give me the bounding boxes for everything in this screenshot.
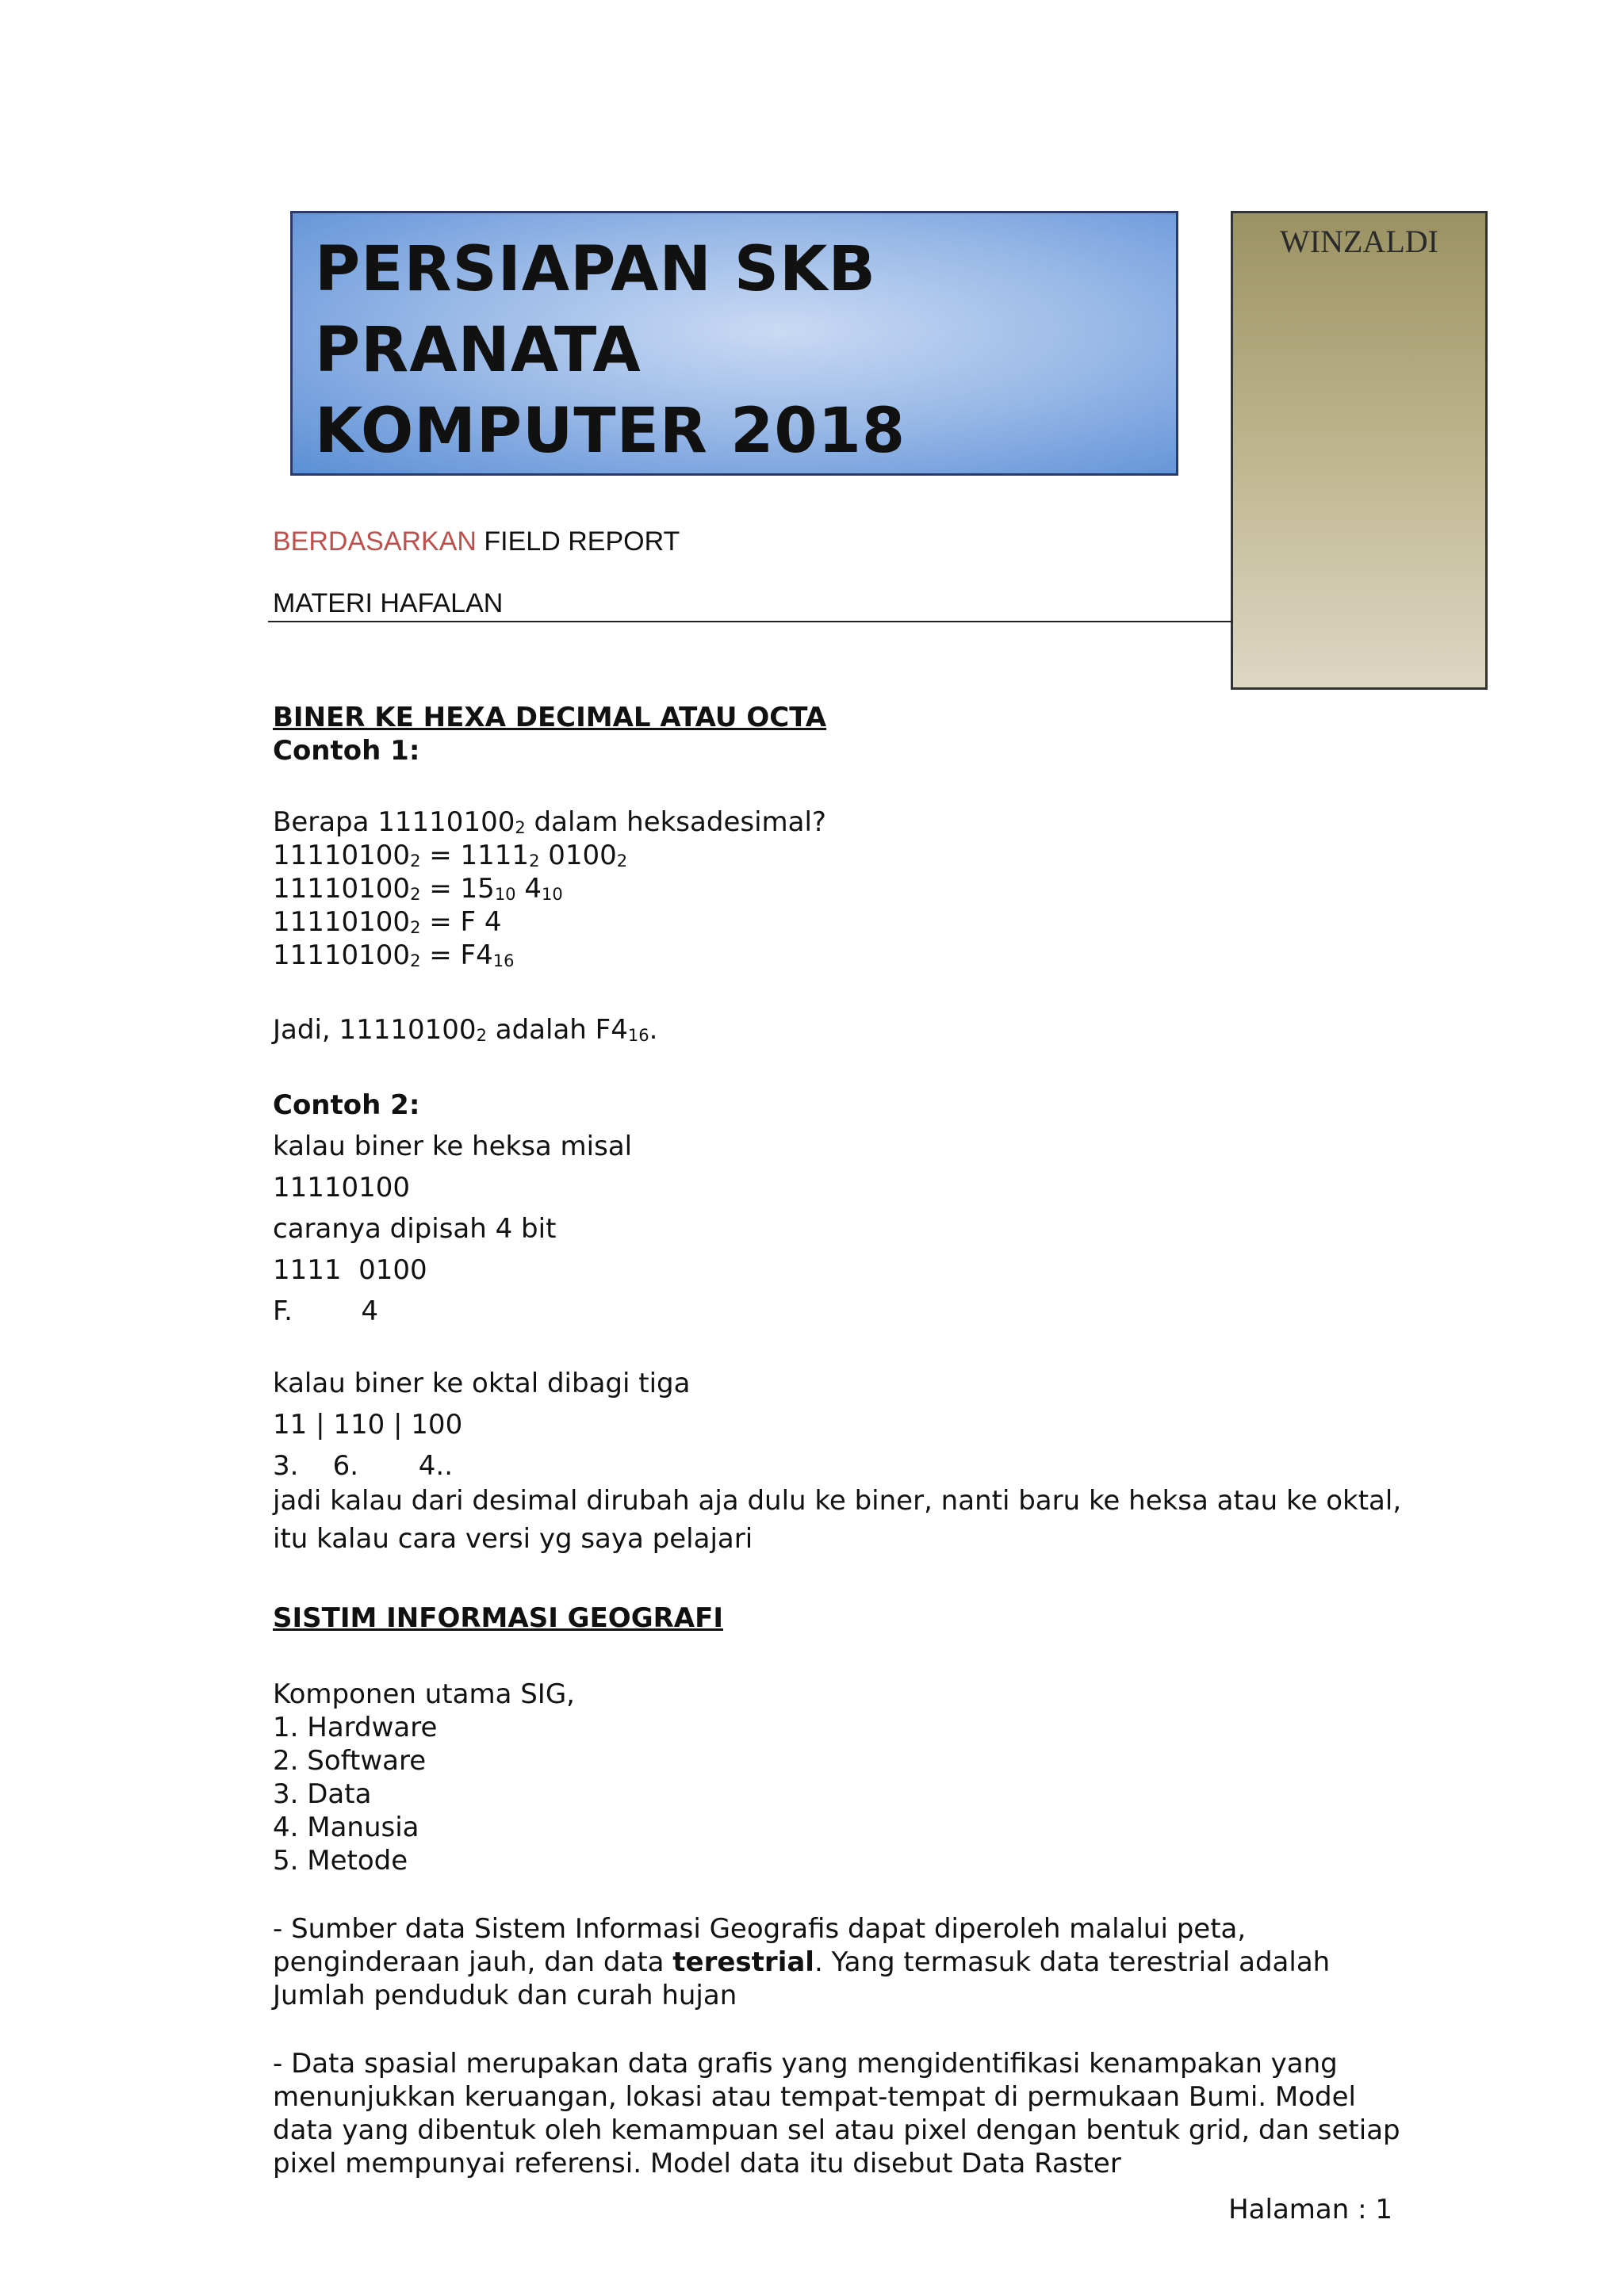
oct-line: 3. 6. 4.. <box>273 1450 454 1482</box>
berdasarkan-label: BERDASARKAN <box>273 526 477 557</box>
oct-line: 11 | 110 | 100 <box>273 1409 463 1441</box>
c2-line: caranya dipisah 4 bit <box>273 1213 557 1245</box>
author-sidebar <box>1231 211 1488 690</box>
equation-1: $11110100_2 = 1111_2$ $0100_2$ <box>273 840 628 871</box>
title-line-2: KOMPUTER 2018 <box>315 396 906 467</box>
paragraph-sumber-line-3: Jumlah penduduk dan curah hujan <box>273 1980 737 2011</box>
list-item: 3. Data <box>273 1778 372 1810</box>
section-heading-sig: SISTIM INFORMASI GEOGRAFI <box>273 1602 723 1634</box>
jadi-line: Jadi, $11110100_2$ adalah $F4_{16}$. <box>273 1014 658 1046</box>
question-line: Berapa $11110100_2$ dalam heksadesimal? <box>273 806 826 838</box>
title-box <box>290 211 1178 476</box>
paragraph-spasial-line: menunjukkan keruangan, lokasi atau tempat-tempat di permukaan Bumi. Model <box>273 2081 1356 2113</box>
sig-intro: Komponen utama SIG, <box>273 1678 575 1710</box>
paragraph-spasial-line: data yang dibentuk oleh kemampuan sel atau pixel dengan bentuk grid, dan setiap <box>273 2114 1400 2146</box>
field-report-label: FIELD REPORT <box>476 526 680 557</box>
materi-label: MATERI HAFALAN <box>273 588 504 618</box>
equation-2: $11110100_2 = 15_{10}$ $4_{10}$ <box>273 873 563 905</box>
paragraph-sumber-line-1: - Sumber data Sistem Informasi Geografis dapat diperoleh malalui peta, <box>273 1913 1247 1945</box>
c2-line: F. 4 <box>273 1295 378 1327</box>
closing-line: jadi kalau dari desimal dirubah aja dulu ke biner, nanti baru ke heksa atau ke oktal, <box>273 1485 1402 1517</box>
oct-line: kalau biner ke oktal dibagi tiga <box>273 1368 691 1399</box>
equation-3: $11110100_2 = F$ 4 <box>273 906 502 938</box>
paragraph-spasial-line: pixel mempunyai referensi. Model data itu disebut Data Raster <box>273 2148 1121 2179</box>
source-line <box>273 526 680 557</box>
section-heading-biner: BINER KE HEXA DECIMAL ATAU OCTA <box>273 702 827 733</box>
contoh-2-label: Contoh 2: <box>273 1089 420 1121</box>
c2-line: kalau biner ke heksa misal <box>273 1131 633 1162</box>
author-name: WINZALDI <box>1280 224 1438 259</box>
list-item: 1. Hardware <box>273 1712 438 1743</box>
header-divider <box>268 621 1232 622</box>
list-item: 2. Software <box>273 1745 427 1777</box>
contoh-1-label: Contoh 1: <box>273 735 420 767</box>
document-title <box>315 229 1154 472</box>
page-number: Halaman : 1 <box>1228 2194 1392 2225</box>
c2-line: 11110100 <box>273 1172 411 1203</box>
paragraph-spasial-line: - Data spasial merupakan data grafis yang mengidentifikasi kenampakan yang <box>273 2048 1338 2080</box>
equation-4: $11110100_2 = F4_{16}$ <box>273 939 515 971</box>
c2-line: 1111 0100 <box>273 1254 427 1286</box>
paragraph-sumber-line-2: penginderaan jauh, dan data terestrial. Yang termasuk data terestrial adalah <box>273 1946 1331 1978</box>
title-line-1: PERSIAPAN SKB PRANATA <box>315 234 876 386</box>
closing-line: itu kalau cara versi yg saya pelajari <box>273 1523 753 1555</box>
list-item: 4. Manusia <box>273 1812 419 1843</box>
list-item: 5. Metode <box>273 1845 408 1877</box>
